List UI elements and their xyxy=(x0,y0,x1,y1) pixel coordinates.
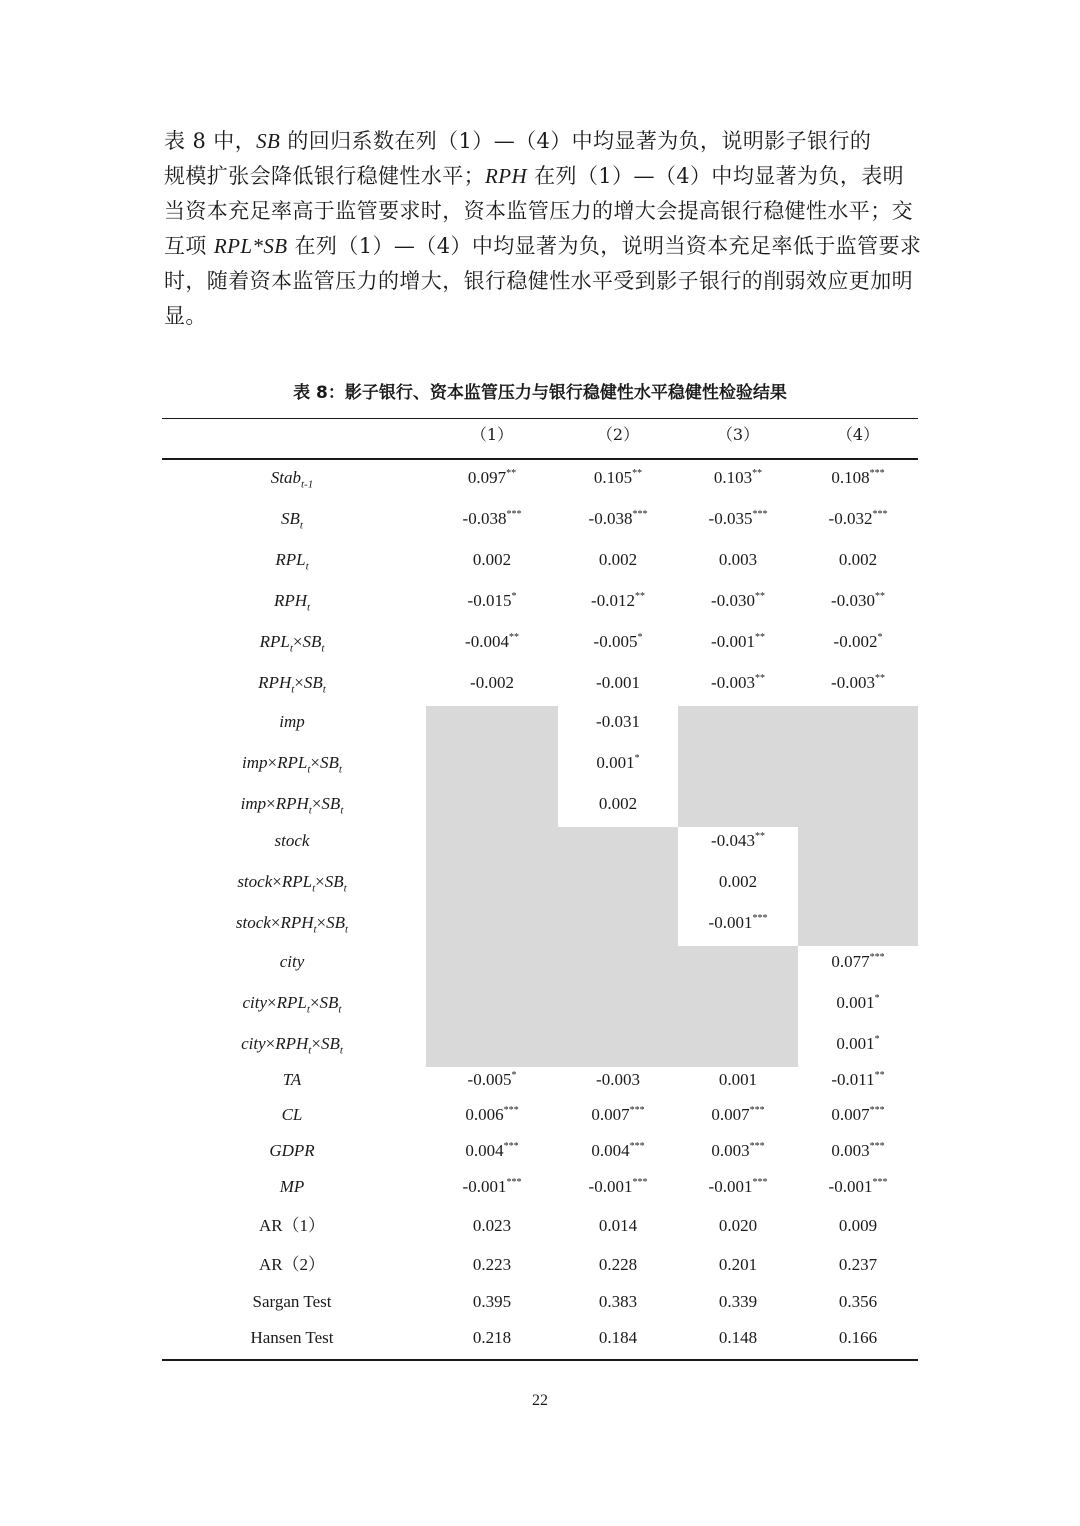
significance-stars: *** xyxy=(503,1141,519,1152)
page-number: 22 xyxy=(532,1392,548,1409)
significance-stars: * xyxy=(874,1034,880,1045)
table-cell: 0.002 xyxy=(838,550,878,569)
row-label: $stock\times RPH_t\times SB_t$ xyxy=(235,913,349,936)
paragraph-line-5: 时，随着资本监管压力的增大，银行稳健性水平受到影子银行的削弱效应更加明 xyxy=(164,269,913,293)
row-label: imp xyxy=(279,712,305,731)
table-cell: 0.103** xyxy=(713,468,763,487)
significance-stars: * xyxy=(637,632,643,643)
table-cell: -0.002* xyxy=(833,632,883,651)
table-cell: 0.007*** xyxy=(711,1105,765,1124)
table-cell: -0.003** xyxy=(711,673,765,692)
significance-stars: *** xyxy=(869,952,885,963)
table-cell: 0.004*** xyxy=(591,1141,645,1160)
row-label: $RPH_t$ xyxy=(273,591,311,614)
table-cell: 0.223 xyxy=(472,1255,512,1274)
row-label: $RPH_t\times SB_t$ xyxy=(258,673,326,696)
row-label: $imp\times RPL_t\times SB_t$ xyxy=(242,753,342,776)
significance-stars: * xyxy=(877,632,883,643)
row-label: MP xyxy=(279,1177,305,1196)
table-cell: 0.002 xyxy=(598,794,638,813)
significance-stars: *** xyxy=(752,1177,768,1188)
column-header: （4） xyxy=(836,425,880,444)
table-cell: 0.001* xyxy=(836,1034,880,1053)
row-label: AR（1） xyxy=(258,1216,326,1235)
table-cell: 0.020 xyxy=(718,1216,758,1235)
table-cell: -0.043** xyxy=(711,831,765,850)
row-label: CL xyxy=(281,1105,303,1124)
body-paragraph xyxy=(164,124,920,334)
table-cell: -0.005* xyxy=(593,632,643,651)
table-cell: 0.228 xyxy=(598,1255,638,1274)
table-cell: -0.003** xyxy=(831,673,885,692)
significance-stars: *** xyxy=(632,509,648,520)
paragraph-line-4: 互项 RPL*SB 在列（1）—（4）中均显著为负，说明当资本充足率低于监管要求 xyxy=(164,234,922,258)
paragraph-line-2: 规模扩张会降低银行稳健性水平；RPH 在列（1）—（4）中均显著为负，表明 xyxy=(164,164,905,188)
row-label: Sargan Test xyxy=(252,1292,332,1311)
significance-stars: *** xyxy=(869,468,885,479)
significance-stars: * xyxy=(511,591,517,602)
table-cell: -0.005* xyxy=(467,1070,517,1089)
significance-stars: *** xyxy=(872,509,888,520)
column-header: （1） xyxy=(470,425,514,444)
table-caption: 表 8：影子银行、资本监管压力与银行稳健性水平稳健性检验结果 xyxy=(293,383,787,403)
significance-stars: *** xyxy=(506,509,522,520)
table-cell: 0.023 xyxy=(472,1216,512,1235)
row-label: $stock\times RPL_t\times SB_t$ xyxy=(237,872,347,895)
table-cell: -0.032*** xyxy=(828,509,888,528)
significance-stars: *** xyxy=(869,1105,885,1116)
significance-stars: *** xyxy=(503,1105,519,1116)
significance-stars: ** xyxy=(634,591,645,602)
significance-stars: * xyxy=(634,753,640,764)
table-cell: 0.395 xyxy=(472,1292,512,1311)
table-cell: -0.011** xyxy=(831,1070,885,1089)
table-bottom-rule xyxy=(162,1359,918,1361)
row-label: $city\times RPH_t\times SB_t$ xyxy=(241,1034,343,1057)
row-label: Hansen Test xyxy=(250,1328,334,1347)
row-label: Stab$_{t-1}$ xyxy=(270,468,314,491)
table-cell: 0.002 xyxy=(718,872,758,891)
table-header-rule xyxy=(162,458,918,460)
table-cell: -0.004** xyxy=(465,632,519,651)
shaded-cell-region xyxy=(678,946,798,1067)
table-cell: 0.339 xyxy=(718,1292,758,1311)
table-cell: -0.030** xyxy=(711,591,765,610)
table-cell: 0.001* xyxy=(596,753,640,772)
table-cell: 0.003*** xyxy=(711,1141,765,1160)
row-label: $RPL_t$ xyxy=(275,550,309,573)
row-label: $RPL_t\times SB_t$ xyxy=(259,632,325,655)
row-label: AR（2） xyxy=(258,1255,326,1274)
table-cell: -0.038*** xyxy=(462,509,522,528)
significance-stars: ** xyxy=(754,591,765,602)
table-cell: -0.001*** xyxy=(708,913,768,932)
table-cell: -0.015* xyxy=(467,591,517,610)
significance-stars: ** xyxy=(632,468,643,479)
row-label: TA xyxy=(282,1070,302,1089)
table-cell: 0.097** xyxy=(467,468,517,487)
significance-stars: *** xyxy=(752,913,768,924)
table-cell: 0.148 xyxy=(718,1328,758,1347)
significance-stars: *** xyxy=(869,1141,885,1152)
table-cell: -0.038*** xyxy=(588,509,648,528)
row-label: $city\times RPL_t\times SB_t$ xyxy=(242,993,342,1016)
table-cell: -0.001** xyxy=(711,632,765,651)
table-cell: 0.014 xyxy=(598,1216,638,1235)
significance-stars: *** xyxy=(632,1177,648,1188)
significance-stars: ** xyxy=(752,468,763,479)
table-cell: -0.035*** xyxy=(708,509,768,528)
table-top-rule xyxy=(162,418,918,419)
column-header: （3） xyxy=(716,425,760,444)
significance-stars: *** xyxy=(506,1177,522,1188)
paragraph-line-1: 表 8 中，SB 的回归系数在列（1）—（4）中均显著为负，说明影子银行的 xyxy=(164,129,872,153)
significance-stars: ** xyxy=(874,673,885,684)
paragraph-line-6: 显。 xyxy=(164,304,207,328)
significance-stars: * xyxy=(874,993,880,1004)
table-cell: 0.004*** xyxy=(465,1141,519,1160)
significance-stars: *** xyxy=(872,1177,888,1188)
table-cell: 0.007*** xyxy=(591,1105,645,1124)
shaded-cell-region xyxy=(558,827,678,1067)
table-cell: -0.001*** xyxy=(462,1177,522,1196)
table-cell: -0.003 xyxy=(596,1070,640,1089)
significance-stars: ** xyxy=(754,673,765,684)
table-cell: -0.001*** xyxy=(588,1177,648,1196)
table-cell: 0.001 xyxy=(718,1070,758,1089)
table-cell: 0.002 xyxy=(598,550,638,569)
shaded-cell-region xyxy=(798,827,918,946)
table-cell: 0.077*** xyxy=(831,952,885,971)
table-cell: 0.003*** xyxy=(831,1141,885,1160)
row-label: stock xyxy=(274,831,310,850)
column-header: （2） xyxy=(596,425,640,444)
table-cell: 0.003 xyxy=(718,550,758,569)
significance-stars: *** xyxy=(749,1141,765,1152)
row-label: $imp\times RPH_t\times SB_t$ xyxy=(240,794,344,817)
significance-stars: ** xyxy=(874,591,885,602)
shaded-cell-region xyxy=(426,706,558,1067)
table-cell: 0.237 xyxy=(838,1255,878,1274)
table-cell: 0.009 xyxy=(838,1216,878,1235)
table-cell: 0.166 xyxy=(838,1328,878,1347)
significance-stars: ** xyxy=(506,468,517,479)
table-cell: 0.201 xyxy=(718,1255,758,1274)
row-label: $SB_t$ xyxy=(281,509,303,532)
table-cell: 0.002 xyxy=(472,550,512,569)
table-cell: -0.002 xyxy=(470,673,514,692)
table-cell: -0.001*** xyxy=(828,1177,888,1196)
significance-stars: ** xyxy=(754,831,765,842)
significance-stars: *** xyxy=(749,1105,765,1116)
table-cell: 0.007*** xyxy=(831,1105,885,1124)
table-cell: -0.030** xyxy=(831,591,885,610)
table-cell: -0.012** xyxy=(591,591,645,610)
significance-stars: *** xyxy=(629,1105,645,1116)
table-cell: 0.105** xyxy=(593,468,643,487)
significance-stars: ** xyxy=(754,632,765,643)
table-cell: 0.001* xyxy=(836,993,880,1012)
table-cell: -0.001*** xyxy=(708,1177,768,1196)
significance-stars: * xyxy=(511,1070,517,1081)
row-label: city xyxy=(279,952,305,971)
table-cell: 0.383 xyxy=(598,1292,638,1311)
paragraph-line-3: 当资本充足率高于监管要求时，资本监管压力的增大会提高银行稳健性水平；交 xyxy=(164,199,913,223)
table-cell: -0.001 xyxy=(596,673,640,692)
significance-stars: ** xyxy=(874,1070,885,1081)
table-cell: 0.006*** xyxy=(465,1105,519,1124)
significance-stars: ** xyxy=(508,632,519,643)
table-cell: 0.218 xyxy=(472,1328,512,1347)
table-cell: -0.031 xyxy=(596,712,640,731)
table-cell: 0.108*** xyxy=(831,468,885,487)
shaded-cell-region xyxy=(678,706,918,827)
significance-stars: *** xyxy=(629,1141,645,1152)
significance-stars: *** xyxy=(752,509,768,520)
table-cell: 0.184 xyxy=(598,1328,638,1347)
table-cell: 0.356 xyxy=(838,1292,878,1311)
row-label: GDPR xyxy=(269,1141,315,1160)
